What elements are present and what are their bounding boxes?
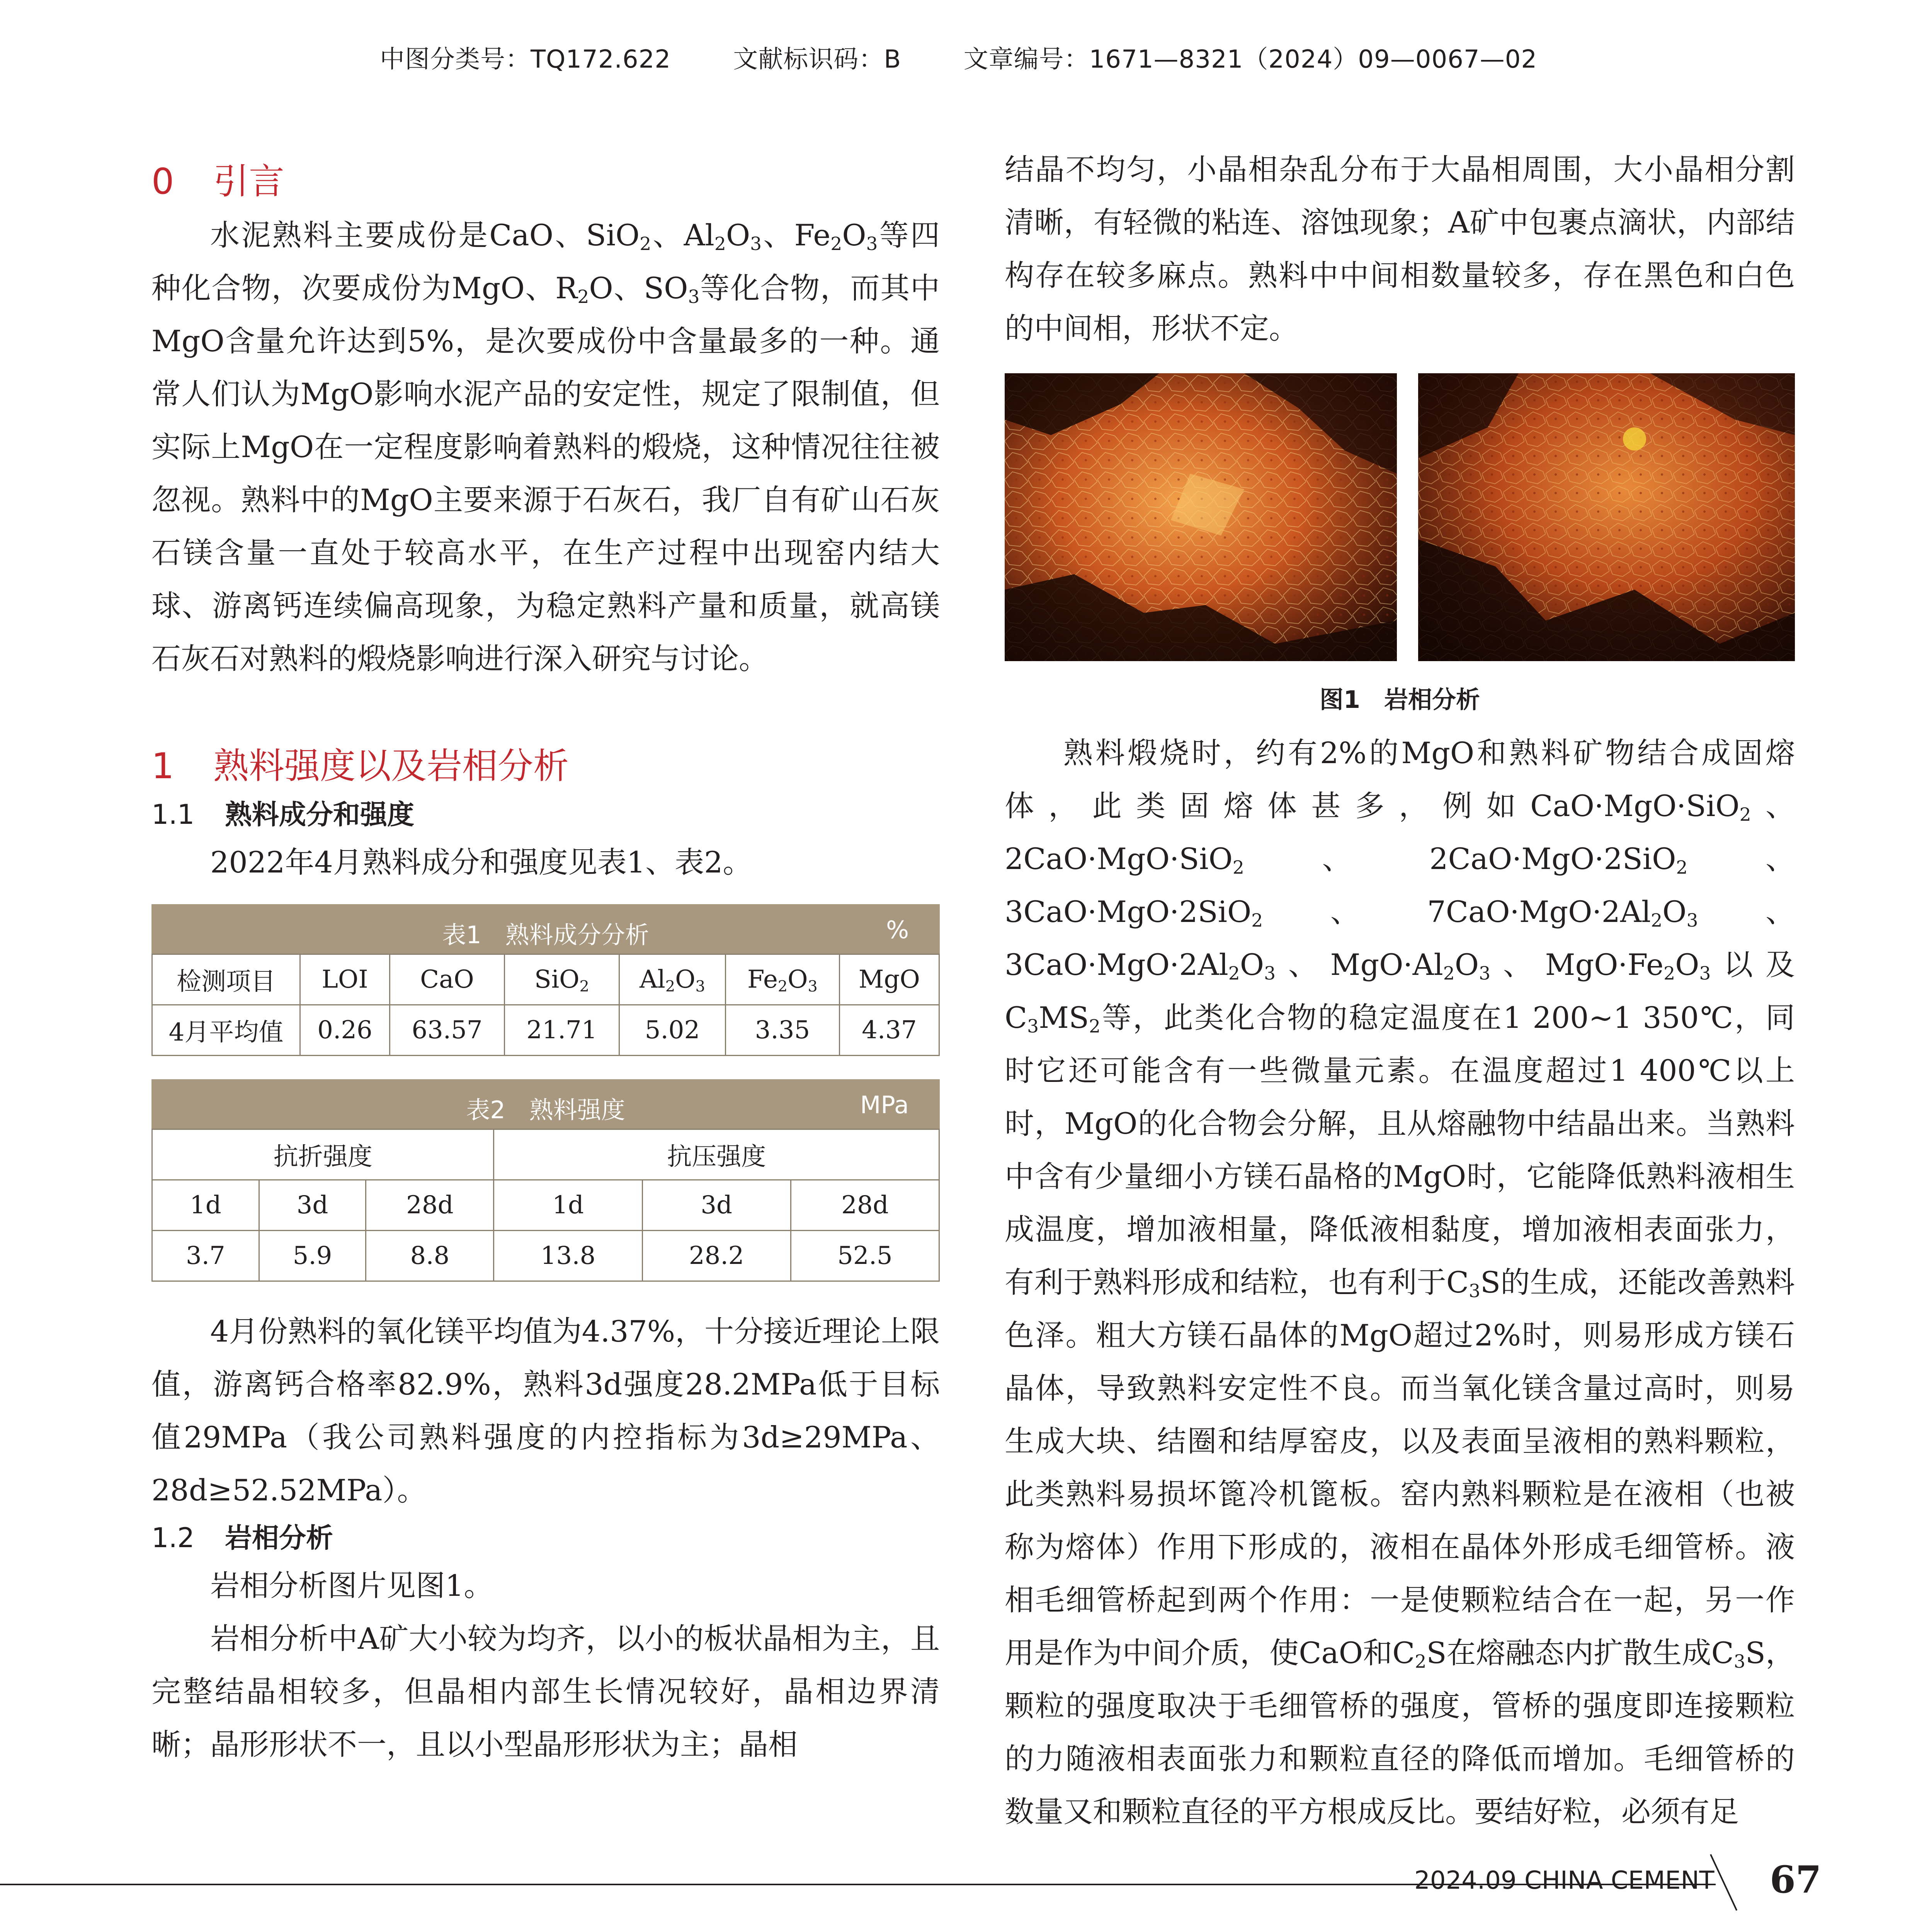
table-2-unit: MPa: [860, 1091, 909, 1119]
table-header-cell: MgO: [839, 954, 939, 1005]
right-column: [1005, 143, 1795, 1838]
table-cell: 5.9: [259, 1231, 366, 1281]
page-header: [0, 39, 1917, 75]
table-header-cell: 28d: [366, 1180, 494, 1231]
table-cell: 13.8: [494, 1231, 642, 1281]
figure-1-caption: 图1 岩相分析: [1319, 685, 1480, 714]
table-2: [151, 1079, 940, 1282]
table-header-cell: 检测项目: [152, 954, 300, 1005]
subsection-title: 熟料成分和强度: [225, 799, 414, 830]
table-2-caption: 表2 熟料强度: [466, 1096, 625, 1124]
table-row: [152, 1231, 939, 1281]
table-row: [152, 1005, 939, 1056]
table-row-label: 4月平均值: [152, 1005, 300, 1056]
main-paragraph: 熟料煅烧时，约有2%的MgO和熟料矿物结合成固熔体，此类固熔体甚多，例如CaO·MgO·SiO$_2$、2CaO·MgO·SiO$_2$、2CaO·MgO·2SiO$_2$、3CaO·MgO·2SiO$_2$、$7CaO\cdot MgO\cdot 2Al_2O_3$、$3CaO\cdot MgO\cdot 2Al_2O_3$、$MgO\cdot Al_2O_3$、$MgO\cdot Fe_2O_3$以及$C_3MS_2$等，此类化合物的稳定温度在1 200~1 350℃，同时它还可能含有一些微量元素。在温度超过1 400℃以上时，MgO的化合物会分解，且从熔融物中结晶出来。当熟料中含有少量细小方镁石晶格的MgO时，它能降低熟料液相生成温度，增加液相量，降低液相黏度，增加液相表面张力，有利于熟料形成和结粒，也有利于$C_3S$的生成，还能改善熟料色泽。粗大方镁石晶体的MgO超过2%时，则易形成方镁石晶体，导致熟料安定性不良。而当氧化镁含量过高时，则易生成大块、结圈和结厚窑皮，以及表面呈液相的熟料颗粒，此类熟料易损坏篦冷机篦板。窑内熟料颗粒是在液相（也被称为熔体）作用下形成的，液相在晶体外形成毛细管桥。液相毛细管桥起到两个作用：一是使颗粒结合在一起，另一作用是作为中间介质，使CaO和$C_2S$在熔融态内扩散生成$C_3S$，颗粒的强度取决于毛细管桥的强度，管桥的强度即连接颗粒的力随液相表面张力和颗粒直径的降低而增加。毛细管桥的数量又和颗粒直径的平方根成反比。要结好粒，必须有足: [1005, 736, 1795, 1829]
page-number: 67: [1770, 1858, 1822, 1901]
table-header-cell: LOI: [300, 954, 390, 1005]
table-cell: 5.02: [619, 1005, 725, 1056]
table-1-grid: [151, 954, 940, 1056]
subsection-number: 1.2: [151, 1522, 195, 1554]
table-cell: 8.8: [366, 1231, 494, 1281]
table-1-unit: %: [886, 916, 909, 944]
paragraph: 2022年4月熟料成分和强度见表1、表2。: [210, 845, 752, 879]
subsection-1-2-heading: [151, 1517, 940, 1559]
table-header-cell: 3d: [259, 1180, 366, 1231]
table-group-header: 抗折强度: [152, 1129, 494, 1180]
left-column: [151, 143, 940, 1771]
table-1-caption-bar: [151, 904, 940, 954]
micrograph-left: [1005, 373, 1397, 661]
document-code: 文献标识码：B: [733, 45, 902, 74]
table-header-cell: $Al_2O_3$: [619, 954, 725, 1005]
table-row: [152, 1180, 939, 1231]
table-header-cell: 3d: [642, 1180, 791, 1231]
section-1-heading: [151, 743, 940, 789]
table-header-cell: CaO: [390, 954, 505, 1005]
micrograph-right: [1418, 373, 1795, 661]
figure-1: [1005, 373, 1795, 661]
table-cell: 63.57: [390, 1005, 505, 1056]
subsection-1-1-heading: [151, 793, 940, 836]
table-cell: 4.37: [839, 1005, 939, 1056]
table-cell: 52.5: [791, 1231, 939, 1281]
table-header-cell: SiO$_2$: [504, 954, 619, 1005]
paragraph-continuation: 结晶不均匀，小晶相杂乱分布于大晶相周围，大小晶相分割清晰，有轻微的粘连、溶蚀现象；A矿中包裹点滴状，内部结构存在较多麻点。熟料中中间相数量较多，存在黑色和白色的中间相，形状不定。: [1005, 152, 1795, 345]
journal-issue: 2024.09 CHINA CEMENT: [1414, 1866, 1715, 1895]
section-title: 熟料强度以及岩相分析: [213, 745, 569, 787]
paragraph: 4月份熟料的氧化镁平均值为4.37%，十分接近理论上限值，游离钙合格率82.9%，熟料3d强度28.2MPa低于目标值29MPa（我公司熟料强度的内控指标为3d≥29MPa、28d≥52.52MPa）。: [151, 1314, 940, 1507]
table-cell: 3.35: [726, 1005, 840, 1056]
table-cell: 28.2: [642, 1231, 791, 1281]
table-1-caption: 表1 熟料成分分析: [442, 921, 649, 949]
table-2-caption-bar: [151, 1079, 940, 1129]
table-header-cell: $Fe_2O_3$: [726, 954, 840, 1005]
subsection-number: 1.1: [151, 799, 195, 830]
table-1: [151, 904, 940, 1056]
table-cell: 21.71: [504, 1005, 619, 1056]
subsection-title: 岩相分析: [225, 1522, 333, 1554]
paragraph: 岩相分析图片见图1。: [210, 1568, 493, 1603]
table-header-cell: 1d: [152, 1180, 259, 1231]
table-2-grid: [151, 1129, 940, 1282]
table-header-cell: 28d: [791, 1180, 939, 1231]
section-number: 0: [151, 161, 174, 202]
table-cell: 0.26: [300, 1005, 390, 1056]
table-group-header: 抗压强度: [494, 1129, 939, 1180]
section-title: 引言: [213, 161, 285, 202]
table-row: [152, 1129, 939, 1180]
intro-paragraph: 水泥熟料主要成份是CaO、SiO$_2$、$Al_2O_3$、$Fe_2O_3$等四种化合物，次要成份为MgO、$R_2O$、$SO_3$等化合物，而其中MgO含量允许达到5%，是次要成份中含量最多的一种。通常人们认为MgO影响水泥产品的安定性，规定了限制值，但实际上MgO在一定程度影响着熟料的煅烧，这种情况往往被忽视。熟料中的MgO主要来源于石灰石，我厂自有矿山石灰石镁含量一直处于较高水平，在生产过程中出现窑内结大球、游离钙连续偏高现象，为稳定熟料产量和质量，就高镁石灰石对熟料的煅烧影响进行深入研究与讨论。: [151, 218, 940, 676]
clc-number: 中图分类号：TQ172.622: [379, 45, 671, 74]
table-header-cell: 1d: [494, 1180, 642, 1231]
article-number: 文章编号：1671—8321（2024）09—0067—02: [963, 45, 1538, 74]
table-row: [152, 954, 939, 1005]
table-cell: 3.7: [152, 1231, 259, 1281]
section-0-heading: [151, 158, 940, 205]
paragraph: 岩相分析中A矿大小较为均齐，以小的板状晶相为主，且完整结晶相较多，但晶相内部生长情况较好，晶相边界清晰；晶形形状不一，且以小型晶形形状为主；晶相: [151, 1621, 940, 1762]
section-number: 1: [151, 745, 174, 787]
